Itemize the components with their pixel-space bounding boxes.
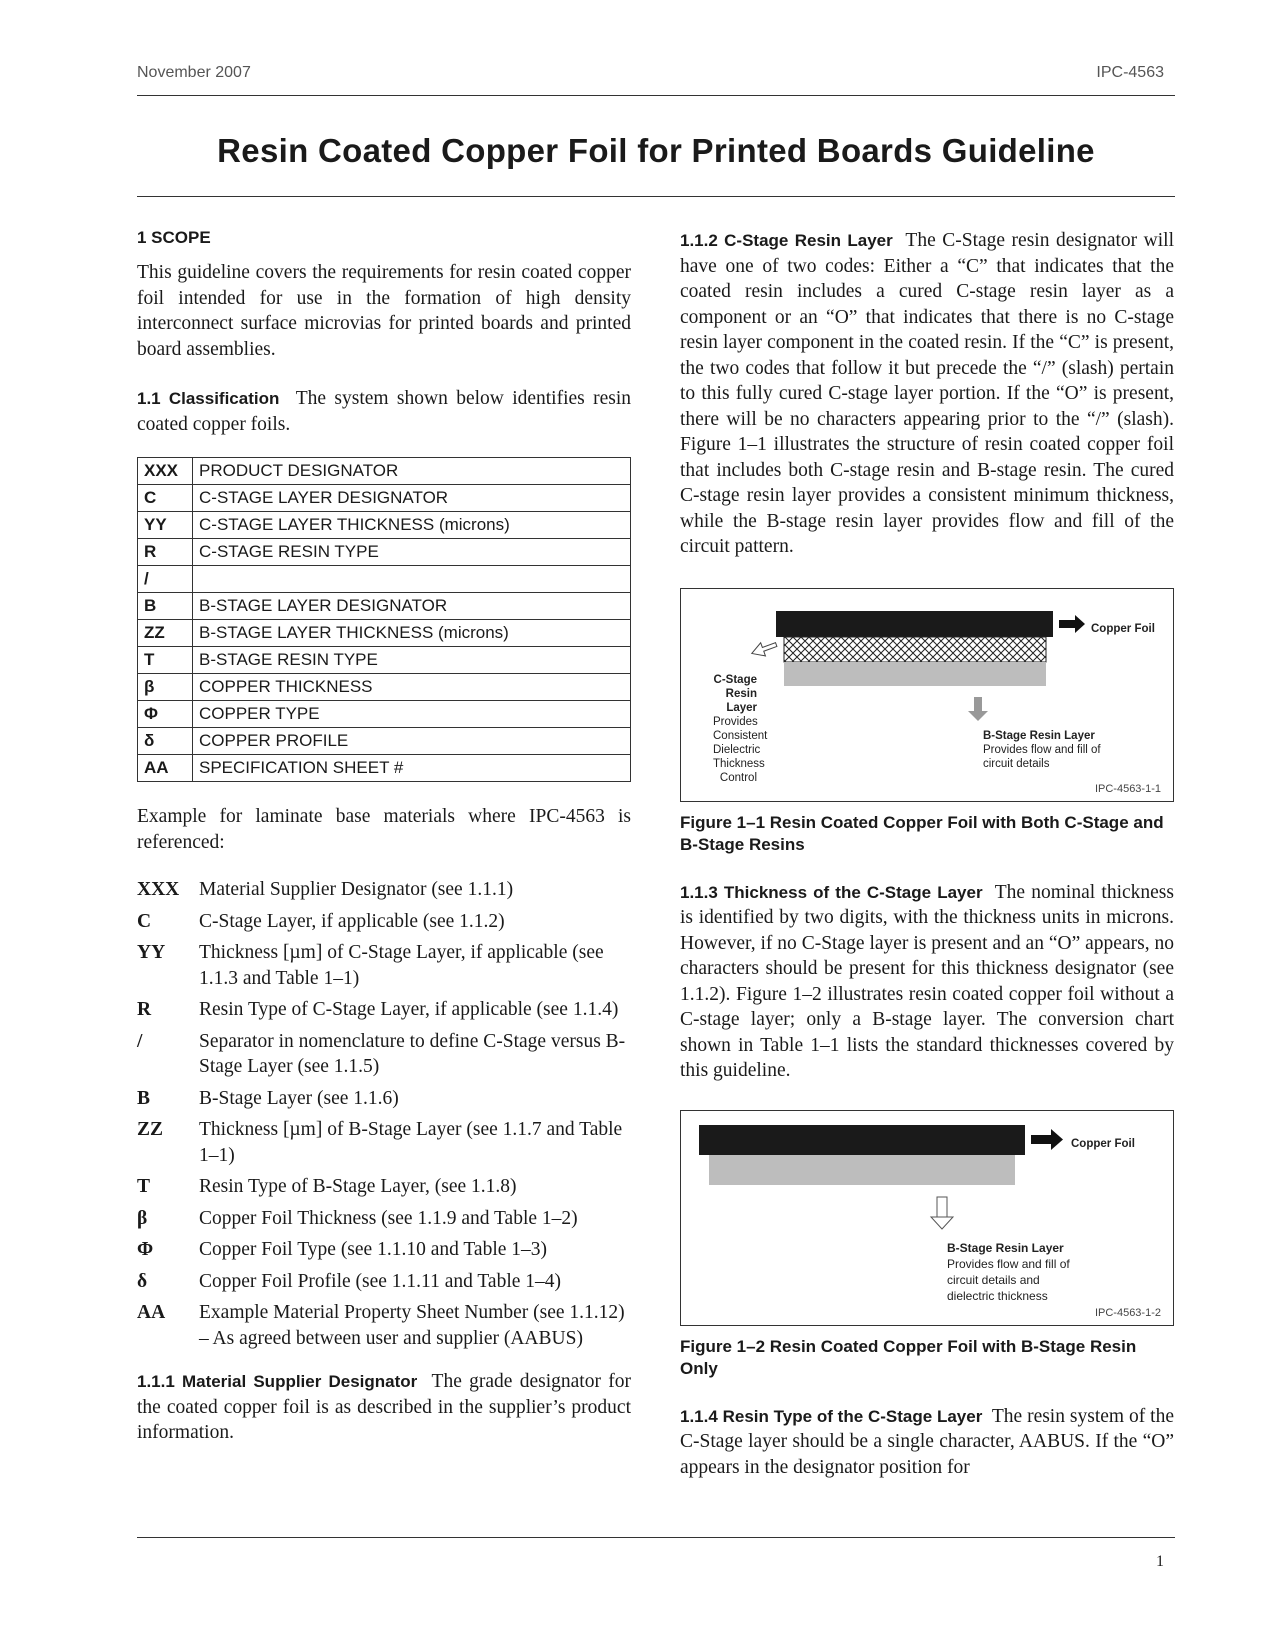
table-row xyxy=(138,485,631,512)
b-stage-desc-line: circuit details and xyxy=(947,1272,1040,1287)
figure-1-1 xyxy=(680,588,1174,802)
definition-code: / xyxy=(137,1030,143,1052)
definition-code: ZZ xyxy=(137,1119,164,1140)
table-code-cell: B xyxy=(138,593,193,620)
s114-heading: 1.1.4 Resin Type of the C-Stage Layer xyxy=(680,1406,983,1426)
list-item xyxy=(137,1269,631,1295)
figure-1-1-caption: Figure 1–1 Resin Coated Copper Foil with Both C-Stage and B-Stage Resins xyxy=(680,812,1164,854)
s114-text: The resin system of the C-Stage layer should be a single character, AABUS. If the “O” appears in the designator position for xyxy=(680,1405,1174,1478)
c-stage-label xyxy=(713,673,768,785)
b-stage-title: B-Stage Resin Layer xyxy=(947,1240,1064,1255)
b-stage-arrow-icon xyxy=(968,697,988,721)
table-code-cell: ZZ xyxy=(138,620,193,647)
definition-code: C xyxy=(137,910,152,932)
classification-heading: 1.1 Classification xyxy=(137,389,280,408)
title-rule xyxy=(137,196,1175,197)
table-row xyxy=(138,512,631,539)
list-item xyxy=(137,1237,631,1263)
table-code-cell: R xyxy=(138,539,193,566)
table-desc-cell: C-STAGE LAYER DESIGNATOR xyxy=(193,485,631,512)
list-item xyxy=(137,1206,631,1232)
table-desc-cell: COPPER TYPE xyxy=(193,701,631,728)
s113-paragraph xyxy=(680,880,1174,1084)
b-stage-layer xyxy=(709,1155,1015,1185)
definition-code: AA xyxy=(137,1302,166,1323)
definition-text: Example Material Property Sheet Number (see 1.1.12) – As agreed between user and supplier (AABUS) xyxy=(199,1302,625,1349)
definition-code: XXX xyxy=(137,879,180,900)
figure-1-2-id: IPC-4563-1-2 xyxy=(1094,1306,1161,1319)
table-desc-cell: SPECIFICATION SHEET # xyxy=(193,755,631,782)
s111-text: The grade designator for the coated copper foil is as described in the supplier’s product information. xyxy=(137,1371,631,1443)
table-desc-cell: B-STAGE RESIN TYPE xyxy=(193,647,631,674)
b-stage-arrow-icon xyxy=(931,1197,953,1229)
table-desc-cell: C-STAGE LAYER THICKNESS (microns) xyxy=(193,512,631,539)
table-row xyxy=(138,539,631,566)
figure-1-1-id: IPC-4563-1-1 xyxy=(1094,782,1161,795)
c-stage-arrow-icon xyxy=(749,637,778,659)
page-title: Resin Coated Copper Foil for Printed Boards Guideline xyxy=(217,132,1095,169)
b-stage-desc-line: Provides flow and fill of xyxy=(983,743,1101,756)
b-stage-desc-line: Provides flow and fill of xyxy=(947,1256,1070,1271)
definition-text: B-Stage Layer (see 1.1.6) xyxy=(199,1087,399,1109)
copper-arrow-icon xyxy=(1059,615,1085,633)
left-column xyxy=(137,228,631,1446)
c-stage-title-1: C-Stage xyxy=(713,673,757,686)
table-code-cell: δ xyxy=(138,728,193,755)
definition-code: R xyxy=(137,999,152,1020)
copper-arrow-icon xyxy=(1031,1129,1063,1150)
list-item xyxy=(137,1117,631,1168)
b-stage-layer xyxy=(784,662,1046,686)
c-stage-layer xyxy=(784,637,1046,662)
figure-1-2-caption: Figure 1–2 Resin Coated Copper Foil with B-Stage Resin Only xyxy=(680,1336,1137,1378)
right-column xyxy=(680,228,1174,1480)
s112-heading: 1.1.2 C-Stage Resin Layer xyxy=(680,231,893,250)
table-row xyxy=(138,647,631,674)
footer-rule xyxy=(137,1537,1175,1538)
table-code-cell: / xyxy=(138,566,193,593)
table-row xyxy=(138,755,631,782)
definition-code: δ xyxy=(137,1270,148,1292)
table-desc-cell xyxy=(193,566,631,593)
example-intro: Example for laminate base materials where IPC-4563 is referenced: xyxy=(137,806,631,853)
definition-text: Thickness [µm] of B-Stage Layer (see 1.1.7 and Table 1–1) xyxy=(199,1119,623,1166)
table-row xyxy=(138,458,631,485)
copper-foil-label: Copper Foil xyxy=(1071,1137,1135,1150)
definition-code: YY xyxy=(137,942,166,963)
header-rule xyxy=(137,95,1175,96)
list-item xyxy=(137,997,631,1023)
table-row xyxy=(138,593,631,620)
header-doc-id: IPC-4563 xyxy=(1096,64,1164,81)
header-date: November 2007 xyxy=(137,64,251,81)
definition-code: B xyxy=(137,1087,151,1109)
definition-code: Φ xyxy=(137,1239,154,1260)
list-item xyxy=(137,1029,631,1080)
b-stage-desc-line: dielectric thickness xyxy=(947,1288,1048,1303)
b-stage-title: B-Stage Resin Layer xyxy=(983,729,1095,742)
definition-list xyxy=(137,877,631,1351)
copper-foil-layer xyxy=(776,611,1053,637)
table-desc-cell: C-STAGE RESIN TYPE xyxy=(193,539,631,566)
table-code-cell: Φ xyxy=(138,701,193,728)
page-number: 1 xyxy=(1156,1553,1164,1570)
definition-text: Resin Type of C-Stage Layer, if applicable (see 1.1.4) xyxy=(199,999,619,1020)
definition-text: Thickness [µm] of C-Stage Layer, if applicable (see 1.1.3 and Table 1–1) xyxy=(199,942,604,989)
s113-text: The nominal thickness is identified by two digits, with the thickness units in microns. However, if no C-Stage layer is present and an “O” appears, no characters should be present for this thickness designator (see 1.1.2). Figure 1–2 illustrates resin coated copper foil without a C-stage layer; only a B-stage layer. The conversion chart shown in Table 1–1 lists the standard thicknesses covered by this guideline. xyxy=(680,881,1174,1081)
list-item xyxy=(137,940,631,991)
list-item xyxy=(137,877,631,903)
definition-text: Material Supplier Designator (see 1.1.1) xyxy=(199,879,514,900)
s112-paragraph xyxy=(680,228,1174,560)
copper-foil-label: Copper Foil xyxy=(1091,622,1155,635)
list-item xyxy=(137,1174,631,1200)
c-stage-desc-line: Provides xyxy=(713,715,758,728)
table-code-cell: C xyxy=(138,485,193,512)
c-stage-desc-line: Control xyxy=(719,771,757,784)
c-stage-title-2: Resin Layer xyxy=(725,687,757,714)
table-desc-cell: B-STAGE LAYER DESIGNATOR xyxy=(193,593,631,620)
list-item xyxy=(137,909,631,935)
definition-text: C-Stage Layer, if applicable (see 1.1.2) xyxy=(199,910,505,932)
definition-code: β xyxy=(137,1207,148,1229)
table-row xyxy=(138,674,631,701)
figure-1-2 xyxy=(680,1110,1174,1326)
s113-heading: 1.1.3 Thickness of the C-Stage Layer xyxy=(680,882,983,902)
table-desc-cell: COPPER THICKNESS xyxy=(193,674,631,701)
table-code-cell: β xyxy=(138,674,193,701)
b-stage-label xyxy=(983,729,1101,771)
classification-table xyxy=(137,457,631,782)
definition-text: Copper Foil Thickness (see 1.1.9 and Table 1–2) xyxy=(199,1207,578,1229)
table-code-cell: AA xyxy=(138,755,193,782)
table-desc-cell: PRODUCT DESIGNATOR xyxy=(193,458,631,485)
table-row xyxy=(138,728,631,755)
table-row xyxy=(138,566,631,593)
table-desc-cell: COPPER PROFILE xyxy=(193,728,631,755)
definition-code: T xyxy=(137,1176,151,1197)
table-row xyxy=(138,701,631,728)
s114-paragraph xyxy=(680,1404,1174,1481)
definition-text: Copper Foil Type (see 1.1.10 and Table 1–3) xyxy=(199,1239,548,1260)
table-code-cell: T xyxy=(138,647,193,674)
b-stage-desc-line: circuit details xyxy=(983,757,1050,770)
table-code-cell: XXX xyxy=(138,458,193,485)
definition-text: Resin Type of B-Stage Layer, (see 1.1.8) xyxy=(199,1176,517,1197)
scope-text: This guideline covers the requirements for resin coated copper foil intended for use in the formation of high density interconnect surface microvias for printed boards and printed board assemblies. xyxy=(137,262,631,360)
s112-text: The C-Stage resin designator will have one of two codes: Either a “C” that indicates that the coated resin includes a cured C-stage resin layer as a component or an “O” that indicates that there is no C-stage resin layer component in the coated resin. If the “C” is present, the two codes that follow it but precede the “/” (slash) pertain to this fully cured C-stage layer portion. If the “O” is present, there will be no characters appearing prior to the “/” (slash). Figure 1–1 illustrates the structure of resin coated copper foil that includes both C-stage resin and B-stage resin. The cured C-stage resin layer provides a consistent minimum thickness, while the B-stage resin layer provides flow and fill of the circuit pattern. xyxy=(680,230,1175,557)
copper-foil-layer xyxy=(699,1125,1025,1155)
scope-heading: 1 SCOPE xyxy=(137,228,211,247)
b-stage-label xyxy=(947,1240,1070,1304)
classification-paragraph xyxy=(137,386,631,437)
c-stage-desc-line: Consistent xyxy=(713,729,768,742)
list-item xyxy=(137,1086,631,1112)
table-code-cell: YY xyxy=(138,512,193,539)
list-item xyxy=(137,1300,631,1351)
s111-heading: 1.1.1 Material Supplier Designator xyxy=(137,1372,418,1391)
c-stage-desc-line: Dielectric xyxy=(713,743,761,756)
c-stage-desc-line: Thickness xyxy=(713,757,765,770)
table-desc-cell: B-STAGE LAYER THICKNESS (microns) xyxy=(193,620,631,647)
s111-paragraph xyxy=(137,1369,631,1446)
classification-text: The system shown below identifies resin coated copper foils. xyxy=(137,388,632,435)
definition-text: Copper Foil Profile (see 1.1.11 and Table 1–4) xyxy=(199,1270,562,1292)
definition-text: Separator in nomenclature to define C-Stage versus B-Stage Layer (see 1.1.5) xyxy=(199,1030,626,1077)
table-row xyxy=(138,620,631,647)
